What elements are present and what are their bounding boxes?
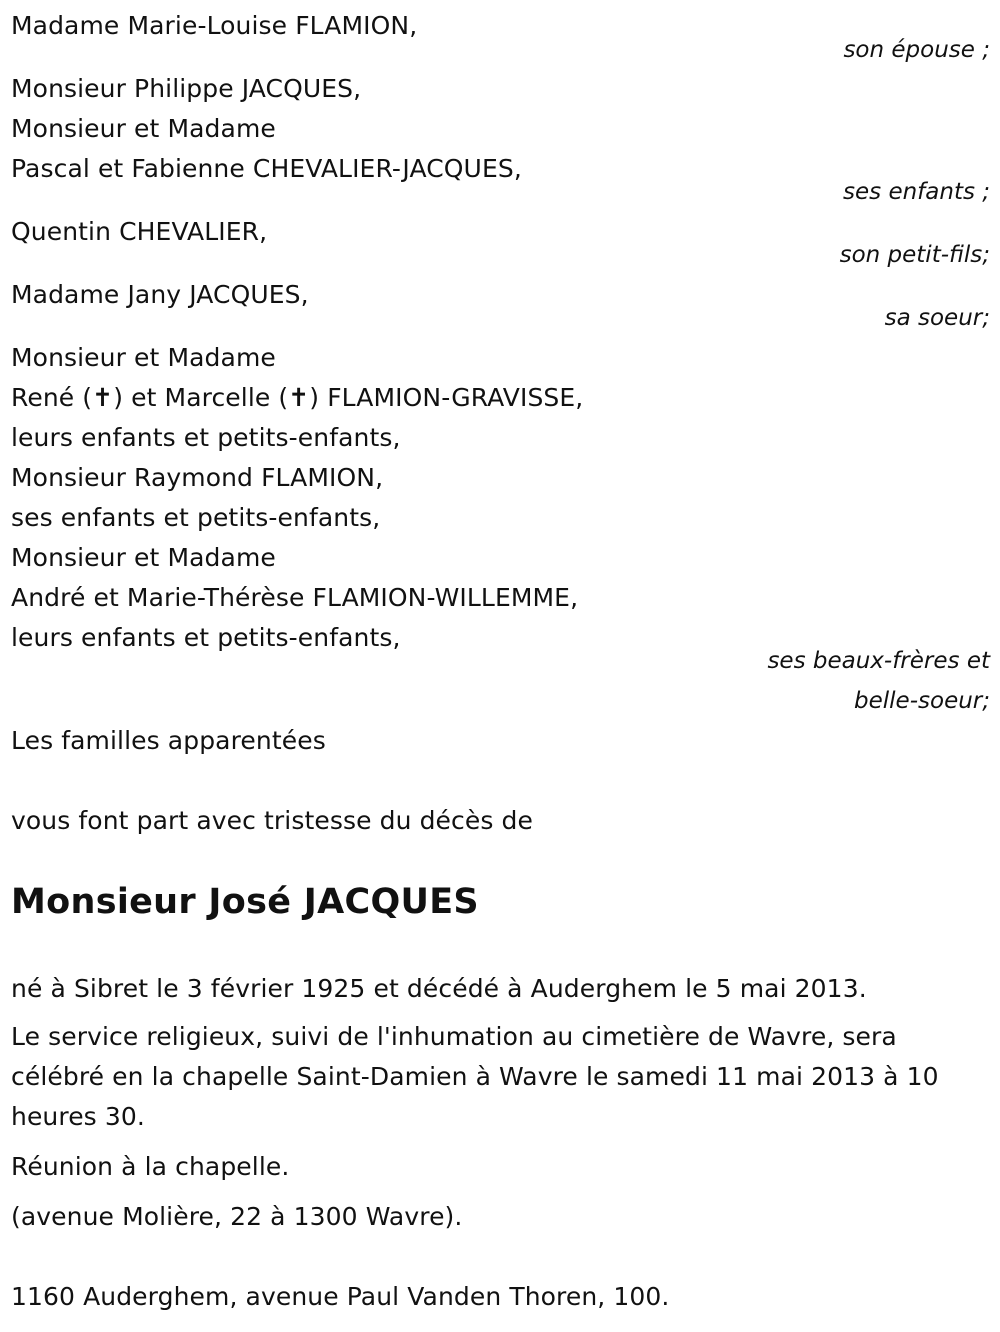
in-laws-role-line2: belle-soeur; bbox=[854, 688, 990, 714]
spouse-role: son épouse ; bbox=[843, 37, 990, 63]
in-law-line: leurs enfants et petits-enfants, bbox=[11, 623, 401, 652]
children-role: ses enfants ; bbox=[843, 179, 990, 205]
child-line: Monsieur et Madame bbox=[11, 114, 276, 143]
in-law-line: Monsieur et Madame bbox=[11, 543, 276, 572]
sister-role: sa soeur; bbox=[884, 305, 990, 331]
service-line: heures 30. bbox=[11, 1102, 145, 1131]
in-law-line: André et Marie-Thérèse FLAMION-WILLEMME, bbox=[11, 583, 579, 612]
home-address: 1160 Auderghem, avenue Paul Vanden Thoren, 100. bbox=[11, 1282, 670, 1311]
spouse-name: Madame Marie-Louise FLAMION, bbox=[11, 11, 418, 40]
chapel-address: (avenue Molière, 22 à 1300 Wavre). bbox=[11, 1202, 463, 1231]
in-law-line: leurs enfants et petits-enfants, bbox=[11, 423, 401, 452]
grandson-role: son petit-fils; bbox=[839, 242, 990, 268]
child-line: Pascal et Fabienne CHEVALIER-JACQUES, bbox=[11, 154, 522, 183]
in-law-line: René (✝) et Marcelle (✝) FLAMION-GRAVISSE, bbox=[11, 383, 584, 412]
service-line: célébré en la chapelle Saint-Damien à Wavre le samedi 11 mai 2013 à 10 bbox=[11, 1062, 939, 1091]
child-line: Monsieur Philippe JACQUES, bbox=[11, 74, 362, 103]
birth-death-line: né à Sibret le 3 février 1925 et décédé à Auderghem le 5 mai 2013. bbox=[11, 974, 867, 1003]
in-laws-role-line1: ses beaux-frères et bbox=[767, 648, 990, 674]
meeting-line: Réunion à la chapelle. bbox=[11, 1152, 290, 1181]
announcement-intro: vous font part avec tristesse du décès de bbox=[11, 806, 533, 835]
deceased-name: Monsieur José JACQUES bbox=[11, 882, 479, 922]
service-line: Le service religieux, suivi de l'inhumation au cimetière de Wavre, sera bbox=[11, 1022, 897, 1051]
sister-name: Madame Jany JACQUES, bbox=[11, 280, 309, 309]
related-families: Les familles apparentées bbox=[11, 726, 326, 755]
in-law-line: ses enfants et petits-enfants, bbox=[11, 503, 381, 532]
grandson-name: Quentin CHEVALIER, bbox=[11, 217, 268, 246]
in-law-line: Monsieur Raymond FLAMION, bbox=[11, 463, 384, 492]
in-law-line: Monsieur et Madame bbox=[11, 343, 276, 372]
